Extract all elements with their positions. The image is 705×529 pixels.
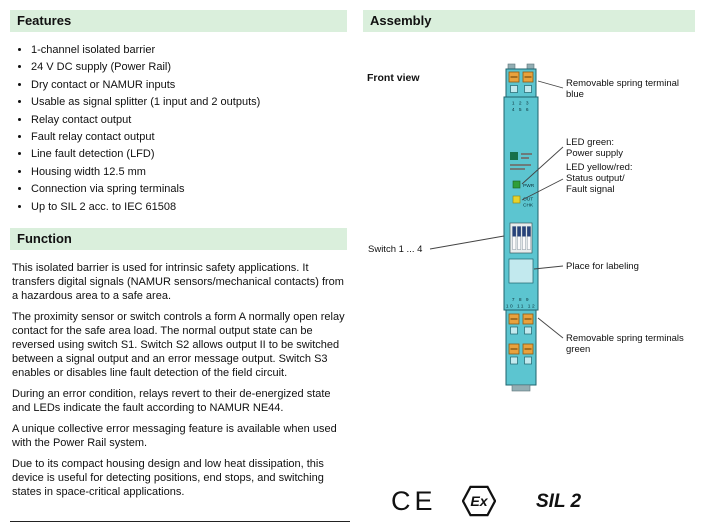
device-housing	[504, 97, 538, 310]
terminal-numbers: 7 8 9	[511, 298, 531, 303]
feature-item: • Fault relay contact output	[31, 131, 361, 144]
footer-rule	[10, 521, 350, 522]
callout-text-line: blue	[566, 89, 584, 100]
device-bottom-tab	[512, 385, 530, 391]
feature-item: • Up to SIL 2 acc. to IEC 61508	[31, 201, 361, 214]
power-led	[513, 181, 520, 188]
device-print	[510, 164, 531, 166]
callout-text-line: green	[566, 344, 591, 355]
callout-text-line: Fault signal	[566, 184, 615, 195]
dip-switch	[522, 227, 525, 237]
callout-text-line: Status output/	[566, 173, 625, 184]
brand-logo-icon	[510, 152, 518, 160]
device-print	[510, 168, 525, 170]
assembly-diagram	[363, 55, 695, 405]
callout-line	[538, 318, 563, 338]
sil2-label: SIL 2	[536, 491, 582, 512]
function-paragraph: The proximity sensor or switch controls a form A normally open relay contact for the safe area load. The normal output state can be reversed using switch S1. Switch S2 allows output II to be switched between a signal output and an error message output. Switch S3 enables or disables line fault detection of the field circuit.	[12, 311, 345, 379]
callout-led-yellow-red	[566, 162, 633, 195]
feature-item: • Line fault detection (LFD)	[31, 148, 361, 161]
dip-switch	[513, 227, 516, 237]
bottom-terminal-block	[506, 310, 536, 385]
feature-item: • 24 V DC supply (Power Rail)	[31, 61, 361, 74]
feature-item: • Usable as signal splitter (1 input and 2 outputs)	[31, 96, 361, 109]
out-label: OUT	[523, 197, 534, 203]
function-description	[12, 261, 347, 506]
callout-terminals-green	[566, 333, 684, 355]
function-paragraph: Due to its compact housing design and low heat dissipation, this device is useful for detecting positions, end stops, and switching states in space-critical applications.	[12, 458, 324, 498]
callout-text-line: LED green:	[566, 137, 615, 148]
feature-item: • Connection via spring terminals	[31, 183, 361, 196]
labeling-area	[509, 259, 533, 283]
function-paragraph: A unique collective error messaging feature is available when used with the Power Rail system.	[12, 423, 337, 449]
chk-label: CHK	[523, 203, 534, 209]
terminal-numbers: 4 5 6	[511, 108, 531, 113]
top-terminal-block	[506, 69, 536, 97]
ex-text: Ex	[470, 494, 488, 511]
ex-mark-icon	[462, 484, 496, 518]
assembly-heading: Assembly	[363, 10, 695, 32]
callout-text-line: Removable spring terminals	[566, 333, 684, 344]
dip-switch	[527, 227, 530, 237]
function-paragraph: This isolated barrier is used for intrinsic safety applications. It transfers digital signals (NAMUR sensors/mechanical contacts) from a hazardous area to a safe area.	[12, 262, 344, 302]
callout-labeling	[566, 261, 639, 272]
features-heading: Features	[10, 10, 347, 32]
feature-item: • Housing width 12.5 mm	[31, 166, 361, 179]
device-print	[521, 157, 529, 159]
callout-terminal-blue	[566, 78, 679, 100]
callout-text-line: Place for labeling	[566, 261, 639, 272]
status-fault-led	[513, 196, 520, 203]
pwr-label: PWR	[523, 184, 535, 189]
dip-switch-block	[510, 223, 532, 253]
callout-text-line: LED yellow/red:	[566, 162, 633, 173]
feature-item: • Relay contact output	[31, 114, 361, 127]
callout-line	[538, 81, 563, 88]
features-list	[14, 44, 361, 218]
device-front-view	[504, 64, 538, 391]
callout-line	[430, 236, 504, 249]
callout-switches	[368, 244, 422, 255]
dip-switch	[517, 227, 520, 237]
function-heading: Function	[10, 228, 347, 250]
terminal-numbers: 10 11 12	[505, 304, 537, 310]
ce-mark-icon: CE	[391, 486, 437, 516]
callout-led-green	[566, 137, 623, 159]
feature-item: • 1-channel isolated barrier	[31, 44, 361, 57]
device-print	[521, 153, 532, 155]
callout-text-line: Removable spring terminal	[566, 78, 679, 89]
callout-text-line: Power supply	[566, 148, 624, 159]
callout-text-line: Switch 1 ... 4	[368, 244, 423, 255]
front-view-label: Front view	[367, 72, 420, 84]
function-paragraph: During an error condition, relays revert to their de-energized state and LEDs indicate the fault according to NAMUR NE44.	[12, 388, 331, 414]
feature-item: • Dry contact or NAMUR inputs	[31, 79, 361, 92]
terminal-numbers: 1 2 3	[511, 101, 531, 107]
